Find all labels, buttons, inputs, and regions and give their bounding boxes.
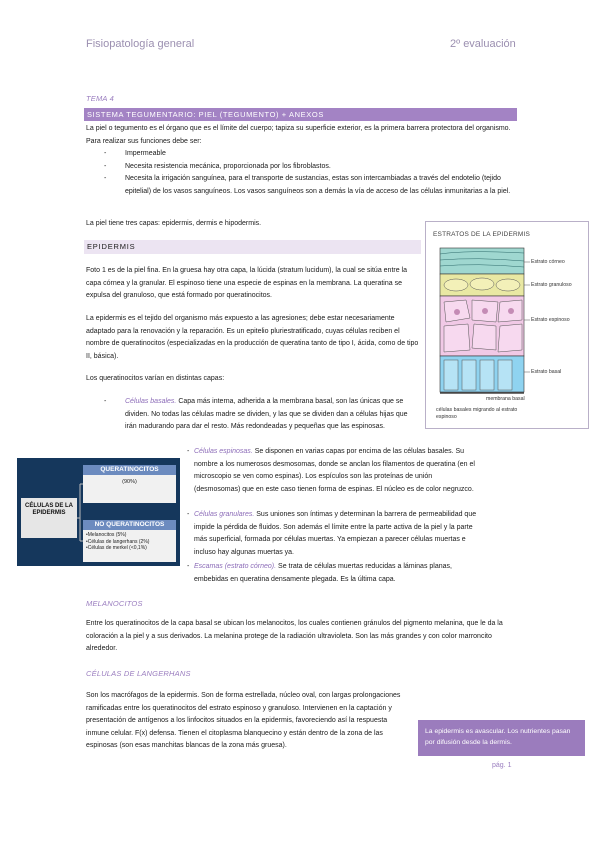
skin-layers-paragraph: La piel tiene tres capas: epidermis, dermis e hipodermis. bbox=[86, 220, 262, 227]
epidermis-cells-diagram bbox=[17, 458, 180, 566]
queratinocitos-box bbox=[83, 465, 176, 503]
term-granulares: Células granulares. bbox=[194, 511, 255, 518]
requirements-list bbox=[104, 148, 518, 198]
melanocitos-paragraph: Entre los queratinocitos de la capa basal se ubican los melanocitos, los cuales contienen gránulos del pigmento melanina, que le da la coloración a la piel y a sus derivados. La melanina protege de la radiación ultravioleta. Son las más grandes y con color marroncito alrededor. bbox=[86, 620, 503, 653]
desc-basales: Capa más interna, adherida a la membrana basal, son las únicas que se dividen. No todas las células madre se dividen, y las que se dividen dan a células hijas que irán madurando para dar el resto. Más redondeadas y pequeñas que las espinosas. bbox=[125, 398, 408, 431]
intro-section bbox=[86, 123, 518, 199]
topic-number: TEMA 4 bbox=[86, 94, 115, 103]
list-item: •Células de merkel (<0,1%) bbox=[86, 545, 147, 552]
label-basal: Estrato basal bbox=[531, 369, 562, 375]
figure-title: ESTRATOS DE LA EPIDERMIS bbox=[433, 231, 531, 238]
label-corneo: Estrato córneo bbox=[531, 259, 565, 265]
list-item-granulares bbox=[187, 509, 477, 559]
page-number: pág. 1 bbox=[492, 762, 512, 769]
no-queratinocitos-box bbox=[83, 520, 176, 562]
desc-granulares: Sus uniones son íntimas y determinan la barrera de permeabilidad que impide la pérdida de fluidos. Son además el límite entre la parte activa de la piel y la parte más superficial, formada por células muertas. Ya empiezan a parecer células muertas e incluso hay algunas muertas ya. bbox=[194, 511, 477, 556]
list-item: •Melanocitos (5%) bbox=[86, 532, 127, 538]
epidermis-paragraph-1: Foto 1 es de la piel fina. En la gruesa hay otra capa, la lúcida (stratum lucidum), la cual se sitúa entre la capa córnea y la granular. El espinoso tiene una especie de espinas en la membrana. La queratina se expulsa del granuloso, que está formado por queratinocitos. bbox=[86, 267, 408, 300]
term-espinosas: Células espinosas. bbox=[194, 448, 253, 455]
desc-escamas: Se trata de células muertas reducidas a láminas planas, embebidas en queratina densamente plegada. Es la última capa. bbox=[194, 563, 452, 583]
note-box: La epidermis es avascular. Los nutrientes pasan por difusión desde la dermis. bbox=[418, 720, 585, 756]
epidermis-paragraph-2: La epidermis es el tejido del organismo más expuesto a las agresiones; debe estar necesariamente adaptado para la renovación y la reparación. Es un epitelio pluriestratificado, cuyas células reciben el nombre de queratinocitos (especializadas en la producción de queratina tanto de tipo I, ácida, como de tipo II, básica). bbox=[86, 315, 419, 360]
queratinocitos-title: QUERATINOCITOS bbox=[83, 465, 176, 475]
langerhans-paragraph: Son los macrófagos de la epidermis. Son de forma estrellada, núcleo oval, con largas prolongaciones ramificadas entre los queratinocitos del estrato espinoso y granuloso. Intervienen en la captación y presentación de antígenos a los linfocitos situados en la epidermis, favoreciendo así la respuesta inmune celular. F(x) defensa. Tienen el citoplasma blanquecino y están dentro de la zona de las espinosas (son esas manchitas blancas de la zona más gruesa). bbox=[86, 692, 401, 750]
chapter-title-band: SISTEMA TEGUMENTARIO: PIEL (TEGUMENTO) + ANEXOS bbox=[84, 108, 517, 121]
list-item: - Impermeable bbox=[104, 148, 518, 161]
label-migrating-cells: células basales migrando al estrato espinoso bbox=[436, 407, 518, 420]
no-queratinocitos-list bbox=[83, 530, 176, 554]
label-espinoso: Estrato espinoso bbox=[531, 317, 570, 323]
section-title-epidermis: EPIDERMIS bbox=[84, 240, 421, 254]
list-item: - Necesita la irrigación sanguínea, para el transporte de sustancias, estas son intercambiadas a través del endotelio (tejido epitelial) de los vasos sanguíneos. Los vasos sanguíneos son a demás la vía de acceso de las células inmunitarias a la piel. bbox=[104, 173, 518, 198]
queratinocitos-percent: (90%) bbox=[122, 479, 137, 485]
section-title-melanocitos: MELANOCITOS bbox=[86, 599, 143, 608]
desc-espinosas: Se disponen en varias capas por encima de las células basales. Su nombre a los numerosos desmosomas, donde se anclan los filamentos de queratina (en el microscopio se ven como espinas). Los espículos son las proteínas de unión (desmosomas) que en este caso tienen forma de espinas. El núcleo es de color negruzco. bbox=[194, 448, 475, 493]
diagram-root-label: CÉLULAS DE LA EPIDERMIS bbox=[21, 498, 77, 538]
term-escamas: Escamas (estrato córneo). bbox=[194, 563, 277, 570]
keratinocyte-layers-intro: Los queratinocitos varían en distintas capas: bbox=[86, 375, 225, 382]
label-membrana-basal: membrana basal bbox=[486, 396, 525, 402]
header-evaluation: 2º evaluación bbox=[450, 38, 516, 50]
list-item: •Células de langerhans (2%) bbox=[86, 538, 150, 545]
epidermis-strata-figure bbox=[425, 221, 589, 429]
list-item: - Necesita resistencia mecánica, proporcionada por los fibroblastos. bbox=[104, 161, 518, 174]
list-item-escamas bbox=[187, 561, 477, 586]
header-subject: Fisiopatología general bbox=[86, 38, 195, 50]
term-basales: Células basales. bbox=[125, 398, 177, 405]
label-granuloso: Estrato granuloso bbox=[531, 282, 572, 288]
intro-paragraph: La piel o tegumento es el órgano que es el límite del cuerpo; tapiza su superficie exterior, es la primera barrera protectora del organismo. Para realizar sus funciones debe ser: bbox=[86, 125, 511, 145]
list-item-espinosas bbox=[187, 446, 477, 496]
section-title-langerhans: CÉLULAS DE LANGERHANS bbox=[86, 669, 191, 678]
list-item-basales bbox=[104, 396, 419, 434]
no-queratinocitos-title: NO QUERATINOCITOS bbox=[83, 520, 176, 530]
